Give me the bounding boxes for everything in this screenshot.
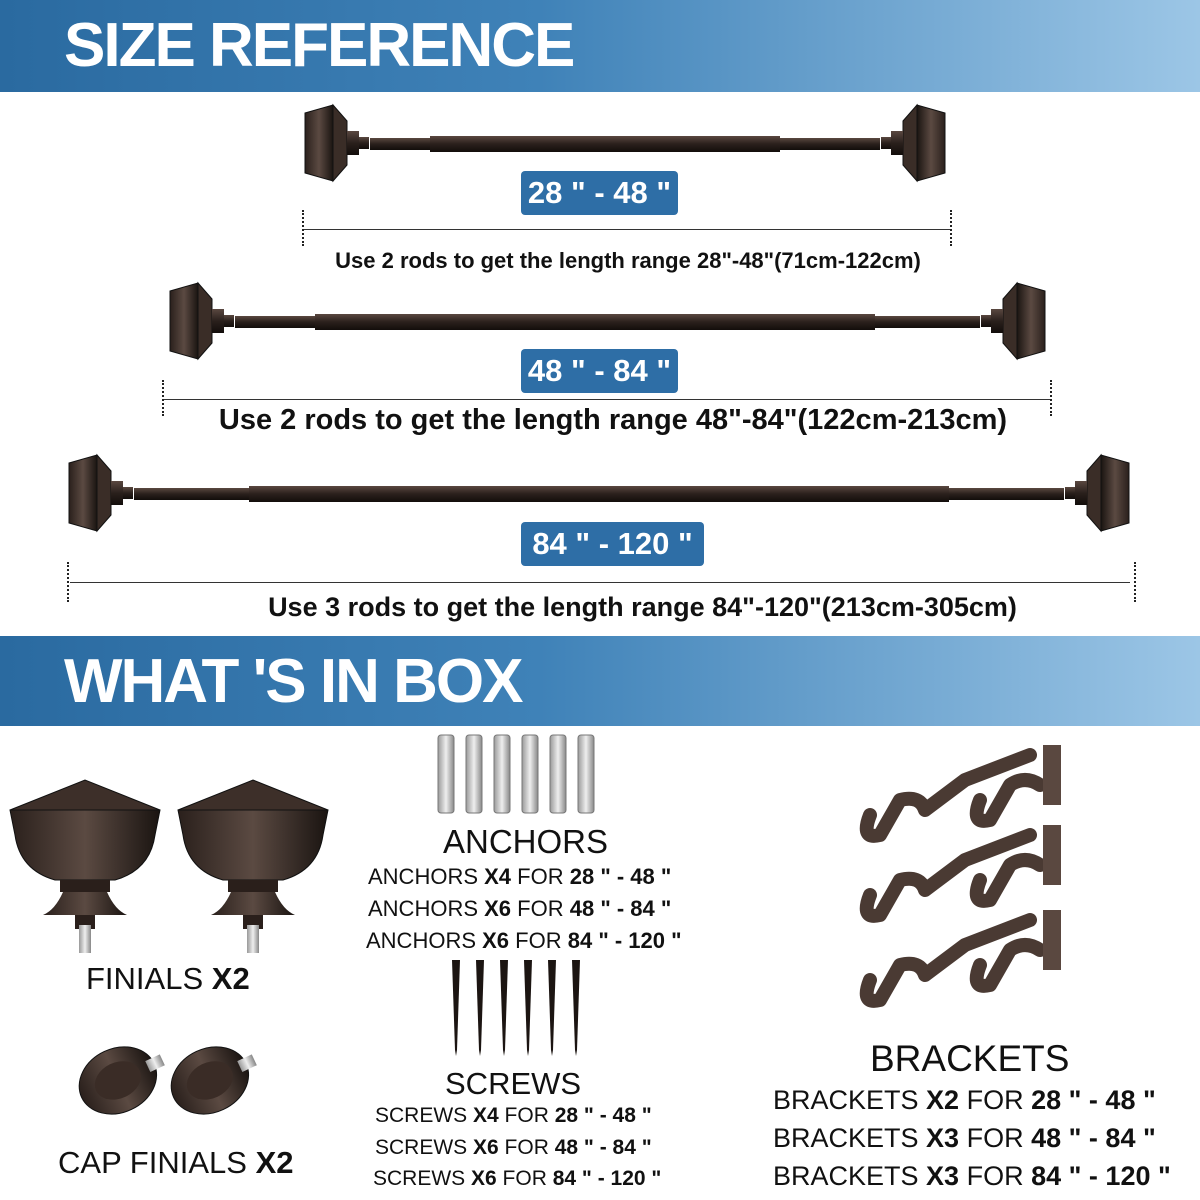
rod-range-badge-1: 28 " - 48 " xyxy=(521,171,678,215)
anchors-line-3: ANCHORS X6 FOR 84 " - 120 " xyxy=(366,928,682,953)
rod-range-badge-2: 48 " - 84 " xyxy=(521,349,678,393)
brackets-image xyxy=(850,740,1085,1030)
brackets-line-1: BRACKETS X2 FOR 28 " - 48 " xyxy=(773,1085,1156,1115)
brackets-line-2: BRACKETS X3 FOR 48 " - 84 " xyxy=(773,1123,1156,1153)
finials-name: FINIALS xyxy=(86,961,212,996)
rod-note-1: Use 2 rods to get the length range 28"-48"(71cm-122cm) xyxy=(335,248,921,273)
measure-line-2 xyxy=(164,399,1050,400)
finial-right xyxy=(178,780,328,953)
finials-count: X2 xyxy=(211,961,250,996)
whats-in-box-banner xyxy=(0,636,1200,726)
cap-finials-label xyxy=(58,1145,293,1181)
size-reference-heading: SIZE REFERENCE xyxy=(64,11,574,80)
measure-tick-right-1 xyxy=(950,210,952,246)
measure-line-1 xyxy=(304,229,950,230)
anchors-line-2: ANCHORS X6 FOR 48 " - 84 " xyxy=(368,896,672,921)
measure-tick-left-2 xyxy=(162,380,164,416)
finial-left xyxy=(10,780,160,953)
anchors-line-1: ANCHORS X4 FOR 28 " - 48 " xyxy=(368,864,672,889)
screws-line-3: SCREWS X6 FOR 84 " - 120 " xyxy=(373,1167,662,1190)
screws-line-2: SCREWS X6 FOR 48 " - 84 " xyxy=(375,1136,652,1159)
rod-range-badge-3: 84 " - 120 " xyxy=(521,522,704,566)
anchors-title: ANCHORS xyxy=(443,823,609,860)
rod-note-3: Use 3 rods to get the length range 84"-120"(213cm-305cm) xyxy=(268,592,1017,622)
size-reference-banner xyxy=(0,0,1200,92)
cap-finials-name: CAP FINIALS xyxy=(58,1145,256,1180)
cap-finials-image xyxy=(75,1040,260,1130)
measure-line-3 xyxy=(70,582,1130,583)
measure-tick-left-3 xyxy=(67,562,69,602)
cap-finials-count: X2 xyxy=(255,1145,294,1180)
measure-tick-left-1 xyxy=(302,210,304,246)
brackets-line-3: BRACKETS X3 FOR 84 " - 120 " xyxy=(773,1161,1171,1191)
whats-in-box-heading: WHAT 'S IN BOX xyxy=(64,647,522,716)
screws-line-1: SCREWS X4 FOR 28 " - 48 " xyxy=(375,1104,652,1127)
screws-image xyxy=(440,958,590,1058)
finials-image xyxy=(5,775,340,955)
screws-title: SCREWS xyxy=(445,1066,582,1101)
brackets-title: BRACKETS xyxy=(870,1038,1070,1079)
rod-note-2: Use 2 rods to get the length range 48"-84"(122cm-213cm) xyxy=(218,404,1008,436)
anchors-image xyxy=(430,730,600,815)
finials-label xyxy=(86,961,250,997)
